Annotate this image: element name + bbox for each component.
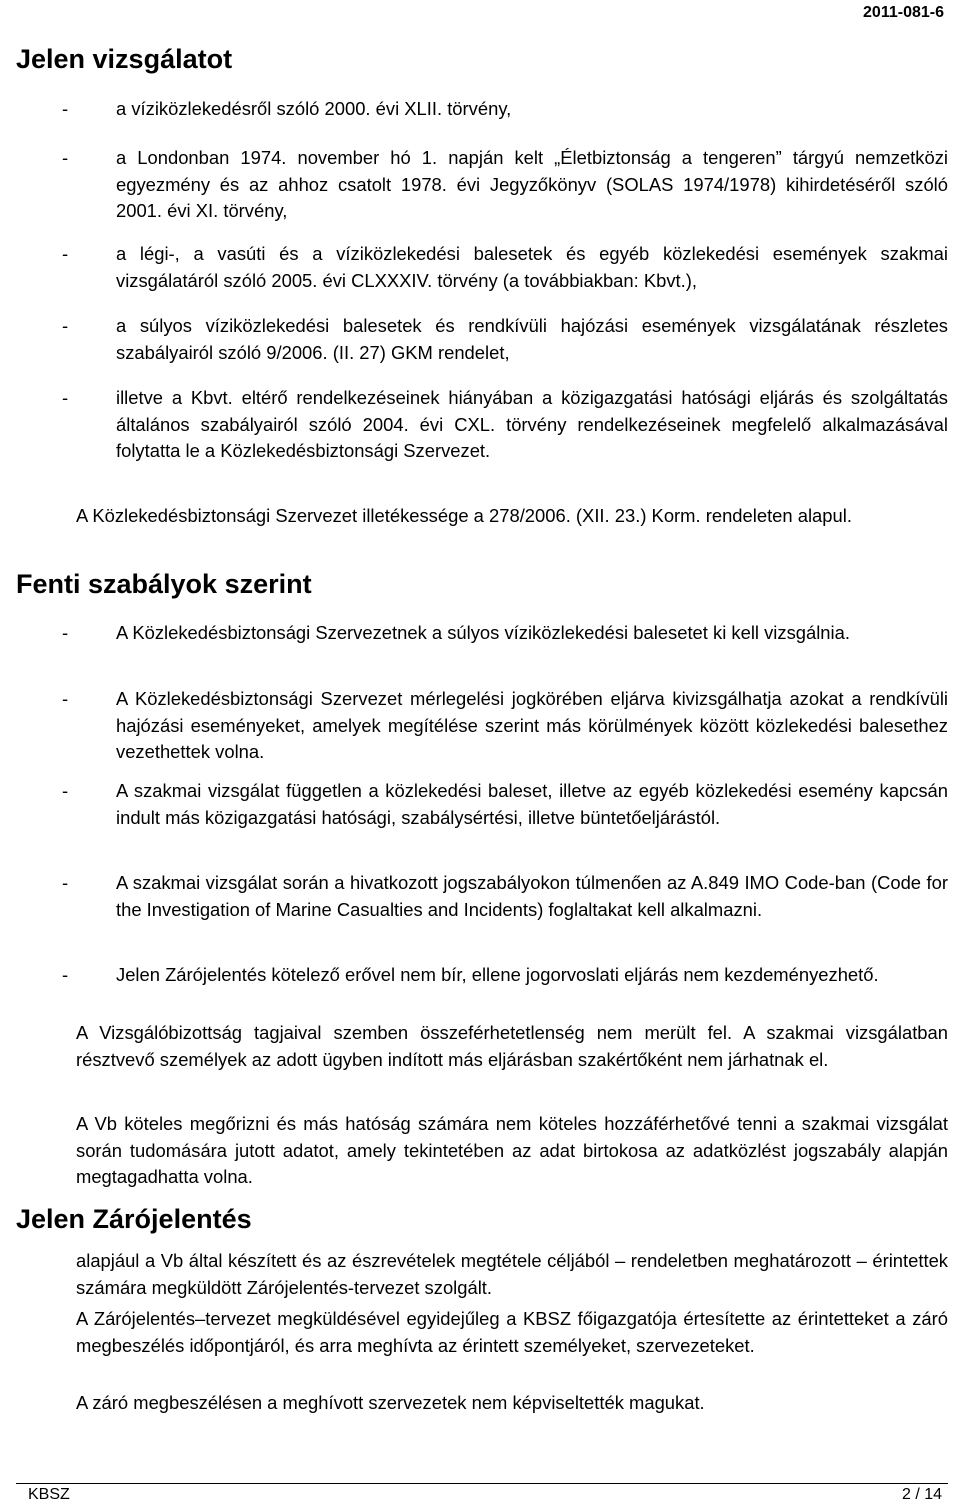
list-item	[62, 778, 948, 831]
committee-paragraph: A Vizsgálóbizottság tagjaival szemben összeférhetetlenség nem merült fel. A szakmai vizsgálatban résztvevő személyek az adott ügyben indított más eljárásban szakértőként nem járhatnak el.	[76, 1022, 948, 1070]
draft-report-paragraph: alapjául a Vb által készített és az észrevételek megtétele céljából – rendeletben meghatározott – érintettek számára megküldött Zárójelentés-tervezet szolgált.	[76, 1250, 948, 1298]
list-dash: -	[62, 688, 69, 709]
footer-org: KBSZ	[28, 1486, 70, 1503]
page-footer	[28, 1486, 942, 1504]
list-item	[62, 962, 948, 989]
list-item	[62, 870, 948, 923]
list-item-text: a súlyos víziközlekedési balesetek és rendkívüli hajózási események vizsgálatának részletes szabályairól szóló 9/2006. (II. 27) GKM rendelet,	[116, 315, 948, 363]
list-item	[62, 313, 948, 366]
document-id: 2011-081-6	[863, 4, 944, 21]
list-dash: -	[62, 98, 69, 119]
list-dash: -	[62, 147, 69, 168]
list-item	[62, 145, 948, 225]
list-item-text: A szakmai vizsgálat független a közlekedési baleset, illetve az egyéb közlekedési esemény kapcsán indult más közigazgatási hatósági, szabálysértési, illetve büntetőeljárástól.	[116, 780, 948, 828]
list-item	[62, 96, 948, 123]
section-title-jelen-vizsgalatot: Jelen vizsgálatot	[16, 44, 233, 74]
list-dash: -	[62, 243, 69, 264]
section-title-fenti-szabalyok: Fenti szabályok szerint	[16, 569, 312, 599]
list-dash: -	[62, 315, 69, 336]
list-item	[62, 620, 948, 647]
footer-divider	[16, 1483, 948, 1484]
list-item	[62, 385, 948, 465]
list-item-text: A szakmai vizsgálat során a hivatkozott jogszabályokon túlmenően az A.849 IMO Code-ban (Code for the Investigation of Marine Casualties and Incidents) foglaltakat kell alkalmazni.	[116, 872, 948, 920]
list-item-text: A Közlekedésbiztonsági Szervezetnek a súlyos víziközlekedési balesetet ki kell vizsgálnia.	[116, 622, 850, 643]
page-number: 2 / 14	[901, 1486, 942, 1503]
section-title-jelen-zarojelentes: Jelen Zárójelentés	[16, 1204, 252, 1234]
list-item	[62, 686, 948, 766]
list-dash: -	[62, 622, 69, 643]
list-dash: -	[62, 964, 69, 985]
list-item-text: Jelen Zárójelentés kötelező erővel nem bír, ellene jogorvoslati eljárás nem kezdeményezhető.	[116, 964, 879, 985]
jurisdiction-paragraph: A Közlekedésbiztonsági Szervezet illetékessége a 278/2006. (XII. 23.) Korm. rendeleten alapul.	[76, 505, 852, 526]
list-item-text: A Közlekedésbiztonsági Szervezet mérlegelési jogkörében eljárva kivizsgálhatja azokat a rendkívüli hajózási eseményeket, amelyek megítélése szerint más körülmények között közlekedési balesethez vezethettek volna.	[116, 688, 948, 762]
list-dash: -	[62, 872, 69, 893]
meeting-paragraph: A záró megbeszélésen a meghívott szervezetek nem képviseltették magukat.	[76, 1392, 705, 1413]
list-item-text: a víziközlekedésről szóló 2000. évi XLII. törvény,	[116, 98, 512, 119]
list-item-text: a légi-, a vasúti és a víziközlekedési balesetek és egyéb közlekedési események szakmai vizsgálatáról szóló 2005. évi CLXXXIV. törvény (a továbbiakban: Kbvt.),	[116, 243, 948, 291]
list-dash: -	[62, 387, 69, 408]
list-item-text: illetve a Kbvt. eltérő rendelkezéseinek hiányában a közigazgatási hatósági eljárás és szolgáltatás általános szabályairól szóló 2004. évi CXL. törvény rendelkezéseinek megfelelő alkalmazásával folytatta le a Közlekedésbiztonsági Szervezet.	[116, 387, 948, 461]
notification-paragraph: A Zárójelentés–tervezet megküldésével egyidejűleg a KBSZ főigazgatója értesítette az érintetteket a záró megbeszélés időpontjáról, és arra meghívta az érintett személyeket, szervezeteket.	[76, 1308, 948, 1356]
list-item	[62, 241, 948, 294]
list-dash: -	[62, 780, 69, 801]
list-item-text: a Londonban 1974. november hó 1. napján kelt „Életbiztonság a tengeren” tárgyú nemzetközi egyezmény és az ahhoz csatolt 1978. évi Jegyzőkönyv (SOLAS 1974/1978) kihirdetéséről szóló 2001. évi XI. törvény,	[116, 147, 948, 221]
confidentiality-paragraph: A Vb köteles megőrizni és más hatóság számára nem köteles hozzáférhetővé tenni a szakmai vizsgálat során tudomására jutott adatot, amely tekintetében az adat birtokosa az adatközlést jogszabály alapján megtagadhatta volna.	[76, 1113, 948, 1187]
